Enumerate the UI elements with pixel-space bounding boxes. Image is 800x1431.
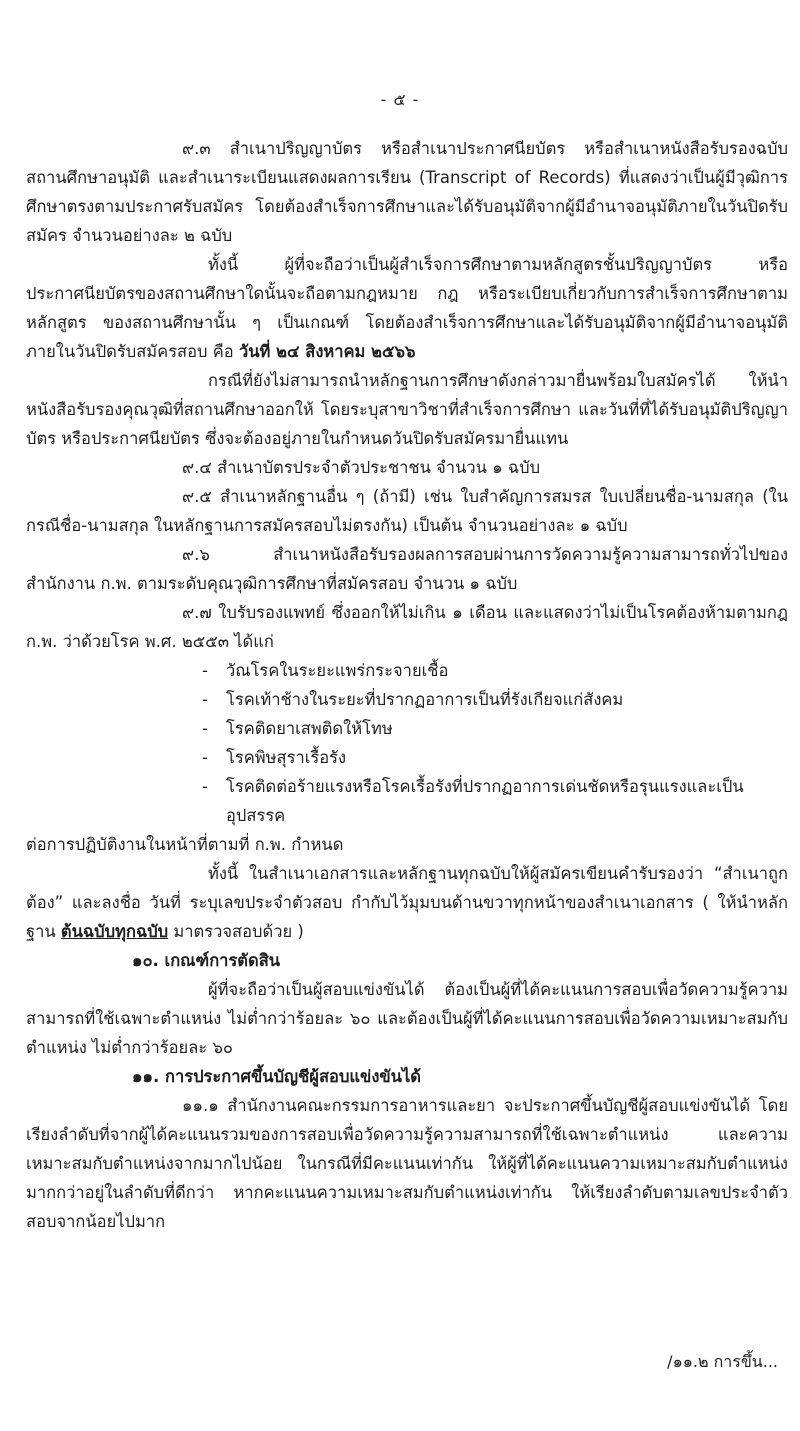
dash-bullet: - [202,777,208,796]
page-number: - ๕ - [380,90,420,109]
disease-item: โรคเท้าช้างในระยะที่ปรากฏอาการเป็นที่รังเกียจแก่สังคม [226,690,624,709]
dash-bullet: - [202,690,208,709]
paragraph-certify-copies [26,859,788,946]
list-item [26,685,788,714]
section-9-4: ๙.๔ สำเนาบัตรประจำตัวประชาชน จำนวน ๑ ฉบับ [182,458,541,477]
certify-text: ทั้งนี้ ในสำเนาเอกสารและหลักฐานทุกฉบับให้ผู้สมัครเขียนคำรับรองว่า “สำเนาถูกต้อง” และลงชื่อ วันที่ ระบุเลขประจำตัวสอบ กำกับไว้มุมบนด้านขวาทุกหน้าของสำเนาเอกสาร ( ให้นำหลักฐาน [26,864,788,941]
section-9-7: ๙.๗ ใบรับรองแพทย์ ซึ่งออกให้ไม่เกิน ๑ เดือน และแสดงว่าไม่เป็นโรคต้องห้ามตามกฎ ก.พ. ว่าด้วยโรค พ.ศ. ๒๕๕๓ ได้แก่ [26,603,788,651]
paragraph-no-documents: กรณีที่ยังไม่สามารถนำหลักฐานการศึกษาดังกล่าวมายื่นพร้อมใบสมัครได้ ให้นำหนังสือรับรองคุณวุฒิที่สถานศึกษาออกให้ โดยระบุสาขาวิชาที่สำเร็จการศึกษา และวันที่ที่ได้รับอนุมัติปริญญาบัตร หรือประกาศนียบัตร ซึ่งจะต้องอยู่ภายในกำหนดวันปิดรับสมัครมายื่นแทน [26,371,788,448]
list-item [26,656,788,685]
list-item [26,743,788,772]
disease-item: โรคพิษสุราเรื้อรัง [226,748,347,767]
list-item [26,714,788,743]
section-10-text: ผู้ที่จะถือว่าเป็นผู้สอบแข่งขันได้ ต้องเป็นผู้ที่ได้คะแนนการสอบเพื่อวัดความรู้ความสามารถที่ใช้เฉพาะตำแหน่ง ไม่ต่ำกว่าร้อยละ ๖๐ และต้องเป็นผู้ที่ได้คะแนนการสอบเพื่อวัดความเหมาะสมกับตำแหน่ง ไม่ต่ำกว่าร้อยละ ๖๐ [26,980,788,1057]
disease-item: วัณโรคในระยะแพร่กระจายเชื้อ [226,661,449,680]
section-9-5: ๙.๕ สำเนาหลักฐานอื่น ๆ (ถ้ามี) เช่น ใบสำคัญการสมรส ใบเปลี่ยนชื่อ-นามสกุล (ในกรณีชื่อ-นามสกุล ในหลักฐานการสมัครสอบไม่ตรงกัน) เป็นต้น จำนวนอย่างละ ๑ ฉบับ [26,487,788,535]
section-9-6: ๙.๖ สำเนาหนังสือรับรองผลการสอบผ่านการวัดความรู้ความสามารถทั่วไปของสำนักงาน ก.พ. ตามระดับคุณวุฒิการศึกษาที่สมัครสอบ จำนวน ๑ ฉบับ [26,545,788,593]
list-item [26,772,788,859]
section-9-3 [26,134,788,250]
section-11-heading: ๑๑. การประกาศขึ้นบัญชีผู้สอบแข่งขันได้ [132,1067,421,1086]
continuation-note: /๑๑.๒ การขึ้น... [667,1352,778,1371]
disease-item: โรคติดต่อร้ายแรงหรือโรคเรื้อรังที่ปรากฏอาการเด่นชัดหรือรุนแรงและเป็นอุปสรรค [226,777,744,825]
section-10-heading: ๑๐. เกณฑ์การตัดสิน [132,951,281,970]
disease-item-continued: ต่อการปฏิบัติงานในหน้าที่ตามที่ ก.พ. กำหนด [26,835,344,854]
section-9-3-line1: ๙.๓ สำเนาปริญญาบัตร หรือสำเนาประกาศนียบัตร หรือสำเนาหนังสือรับรองฉบับ [182,139,788,158]
paragraph-graduate-criteria [26,250,788,366]
dash-bullet: - [202,661,208,680]
certify-tail: มาตรวจสอบด้วย ) [168,922,304,941]
graduate-criteria-text: ทั้งนี้ ผู้ที่จะถือว่าเป็นผู้สำเร็จการศึกษาตามหลักสูตรชั้นปริญญาบัตร หรือประกาศนียบัตรของสถานศึกษาใดนั้นจะถือตามกฎหมาย กฎ หรือระเบียบเกี่ยวกับการสำเร็จการศึกษาตามหลักสูตร ของสถานศึกษานั้น ๆ เป็นเกณฑ์ โดยต้องสำเร็จการศึกษาและได้รับอนุมัติจากผู้มีอำนาจอนุมัติ ภายในวันปิดรับสมัครสอบ คือ [26,255,788,361]
dash-bullet: - [202,719,208,738]
disease-item: โรคติดยาเสพติดให้โทษ [226,719,393,738]
dash-bullet: - [202,748,208,767]
section-9-3-rest: สถานศึกษาอนุมัติ และสำเนาระเบียนแสดงผลการเรียน (Transcript of Records) ที่แสดงว่าเป็นผู้มีวุฒิการศึกษาตรงตามประกาศรับสมัคร โดยต้องสำเร็จการศึกษาและได้รับอนุมัติจากผู้มีอำนาจอนุมัติภายในวันปิดรับสมัคร จำนวนอย่างละ ๒ ฉบับ [26,168,788,245]
closing-date: วันที่ ๒๔ สิงหาคม ๒๕๖๖ [238,342,416,361]
disease-list [26,656,788,859]
section-11-1-text: ๑๑.๑ สำนักงานคณะกรรมการอาหารและยา จะประกาศขึ้นบัญชีผู้สอบแข่งขันได้ โดยเรียงลำดับที่จากผู้ได้คะแนนรวมของการสอบเพื่อวัดความรู้ความสามารถที่ใช้เฉพาะตำแหน่ง และความเหมาะสมกับตำแหน่งจากมากไปน้อย ในกรณีที่มีคะแนนเท่ากัน ให้ผู้ที่ได้คะแนนความเหมาะสมกับตำแหน่งมากกว่าอยู่ในลำดับที่ดีกว่า หากคะแนนความเหมาะสมกับตำแหน่งเท่ากัน ให้เรียงลำดับตามเลขประจำตัวสอบจากน้อยไปมาก [26,1096,788,1231]
original-documents-note: ต้นฉบับทุกฉบับ [60,922,169,941]
